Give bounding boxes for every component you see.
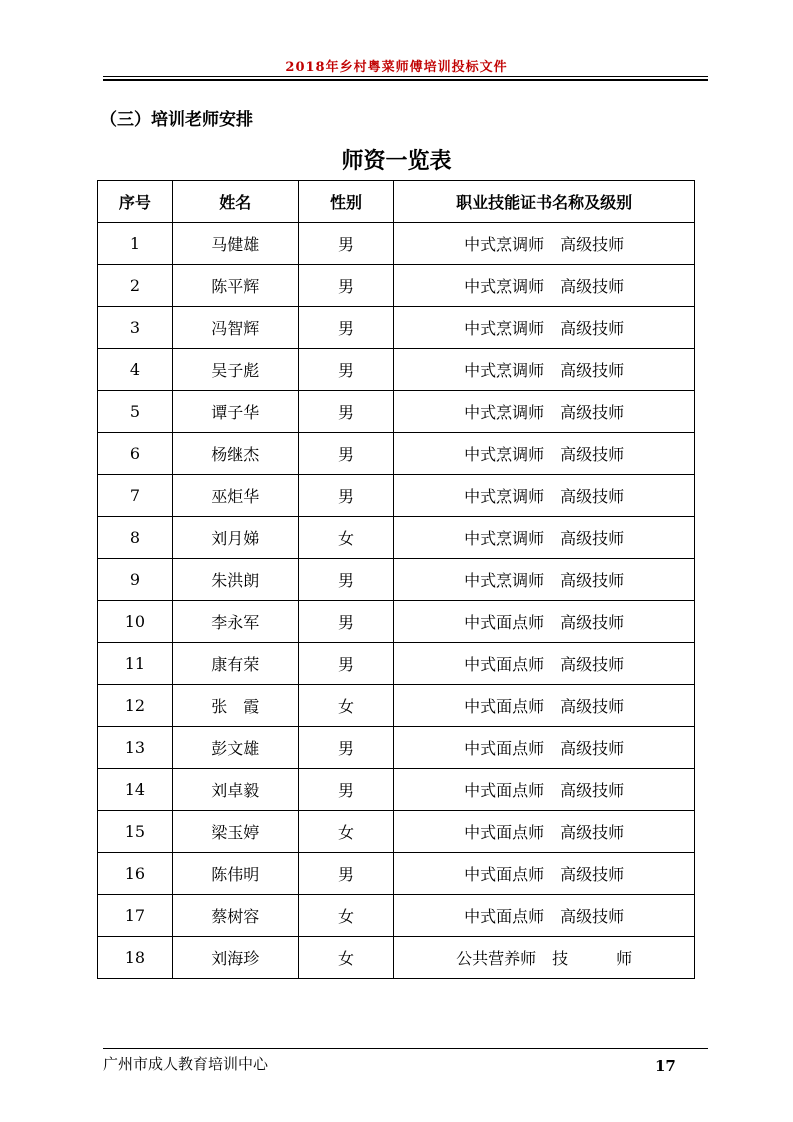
- cell-gender: 男: [298, 265, 394, 307]
- cell-name: 陈伟明: [172, 853, 298, 895]
- cell-gender: 男: [298, 391, 394, 433]
- cell-certificate: 中式面点师 高级技师: [394, 895, 695, 937]
- cell-gender: 女: [298, 811, 394, 853]
- cell-certificate: 中式面点师 高级技师: [394, 601, 695, 643]
- cell-number: 12: [98, 685, 173, 727]
- column-header-gender: 性别: [298, 181, 394, 223]
- table-row: [98, 349, 695, 391]
- cell-certificate: 中式面点师 高级技师: [394, 643, 695, 685]
- table-row: [98, 391, 695, 433]
- cell-certificate: 中式面点师 高级技师: [394, 727, 695, 769]
- column-header-name: 姓名: [172, 181, 298, 223]
- cell-certificate: 中式烹调师 高级技师: [394, 349, 695, 391]
- cell-number: 2: [98, 265, 173, 307]
- page-number: 17: [655, 1057, 676, 1075]
- cell-gender: 男: [298, 853, 394, 895]
- cell-name: 马健雄: [172, 223, 298, 265]
- cell-gender: 男: [298, 307, 394, 349]
- footer-organization: 广州市成人教育培训中心: [103, 1055, 269, 1073]
- table-row: [98, 601, 695, 643]
- table-row: [98, 517, 695, 559]
- cell-name: 李永军: [172, 601, 298, 643]
- cell-number: 5: [98, 391, 173, 433]
- cell-certificate: 中式烹调师 高级技师: [394, 307, 695, 349]
- cell-certificate: 中式面点师 高级技师: [394, 685, 695, 727]
- cell-name: 刘月娣: [172, 517, 298, 559]
- cell-number: 1: [98, 223, 173, 265]
- cell-certificate: 中式烹调师 高级技师: [394, 223, 695, 265]
- column-header-no: 序号: [98, 181, 173, 223]
- table-row: [98, 853, 695, 895]
- cell-certificate: 中式面点师 高级技师: [394, 853, 695, 895]
- cell-name: 杨继杰: [172, 433, 298, 475]
- cell-gender: 男: [298, 559, 394, 601]
- header-divider-thick: [103, 79, 708, 81]
- footer-divider: [103, 1048, 708, 1049]
- cell-certificate: 中式烹调师 高级技师: [394, 265, 695, 307]
- cell-name: 陈平辉: [172, 265, 298, 307]
- cell-gender: 女: [298, 895, 394, 937]
- table-row: [98, 307, 695, 349]
- table-row: [98, 559, 695, 601]
- cell-gender: 男: [298, 727, 394, 769]
- cell-name: 康有荣: [172, 643, 298, 685]
- table-body: [98, 223, 695, 979]
- cell-number: 9: [98, 559, 173, 601]
- cell-number: 6: [98, 433, 173, 475]
- cell-name: 朱洪朗: [172, 559, 298, 601]
- cell-certificate: 中式烹调师 高级技师: [394, 433, 695, 475]
- table-row: [98, 265, 695, 307]
- cell-number: 7: [98, 475, 173, 517]
- table-header-row: [98, 181, 695, 223]
- cell-number: 14: [98, 769, 173, 811]
- cell-number: 18: [98, 937, 173, 979]
- cell-name: 巫炬华: [172, 475, 298, 517]
- cell-number: 3: [98, 307, 173, 349]
- cell-name: 蔡树容: [172, 895, 298, 937]
- cell-certificate: 中式烹调师 高级技师: [394, 475, 695, 517]
- cell-number: 13: [98, 727, 173, 769]
- cell-number: 15: [98, 811, 173, 853]
- column-header-certificate: 职业技能证书名称及级别: [394, 181, 695, 223]
- cell-number: 4: [98, 349, 173, 391]
- cell-name: 刘卓毅: [172, 769, 298, 811]
- staff-table: [97, 180, 695, 979]
- document-header-title: 2018年乡村粤菜师傅培训投标文件: [285, 60, 508, 75]
- table-title: 师资一览表: [341, 149, 452, 174]
- table-row: [98, 811, 695, 853]
- table-row: [98, 223, 695, 265]
- cell-certificate: 中式面点师 高级技师: [394, 769, 695, 811]
- table-row: [98, 475, 695, 517]
- cell-gender: 女: [298, 937, 394, 979]
- cell-gender: 女: [298, 685, 394, 727]
- cell-certificate: 公共营养师 技 师: [394, 937, 695, 979]
- cell-certificate: 中式烹调师 高级技师: [394, 517, 695, 559]
- cell-name: 彭文雄: [172, 727, 298, 769]
- table-row: [98, 643, 695, 685]
- section-heading: （三）培训老师安排: [100, 110, 253, 130]
- cell-gender: 男: [298, 433, 394, 475]
- cell-name: 张 霞: [172, 685, 298, 727]
- table-row: [98, 433, 695, 475]
- table-row: [98, 685, 695, 727]
- cell-gender: 男: [298, 349, 394, 391]
- cell-gender: 女: [298, 517, 394, 559]
- table-row: [98, 895, 695, 937]
- table-row: [98, 769, 695, 811]
- cell-gender: 男: [298, 223, 394, 265]
- cell-gender: 男: [298, 769, 394, 811]
- cell-gender: 男: [298, 475, 394, 517]
- cell-name: 吴子彪: [172, 349, 298, 391]
- cell-certificate: 中式面点师 高级技师: [394, 811, 695, 853]
- cell-certificate: 中式烹调师 高级技师: [394, 391, 695, 433]
- cell-number: 8: [98, 517, 173, 559]
- cell-name: 谭子华: [172, 391, 298, 433]
- cell-gender: 男: [298, 643, 394, 685]
- cell-number: 17: [98, 895, 173, 937]
- table-row: [98, 727, 695, 769]
- cell-name: 冯智辉: [172, 307, 298, 349]
- cell-certificate: 中式烹调师 高级技师: [394, 559, 695, 601]
- cell-number: 10: [98, 601, 173, 643]
- cell-name: 刘海珍: [172, 937, 298, 979]
- cell-gender: 男: [298, 601, 394, 643]
- cell-number: 11: [98, 643, 173, 685]
- cell-name: 梁玉婷: [172, 811, 298, 853]
- cell-number: 16: [98, 853, 173, 895]
- table-row: [98, 937, 695, 979]
- header-divider-thin: [103, 76, 708, 77]
